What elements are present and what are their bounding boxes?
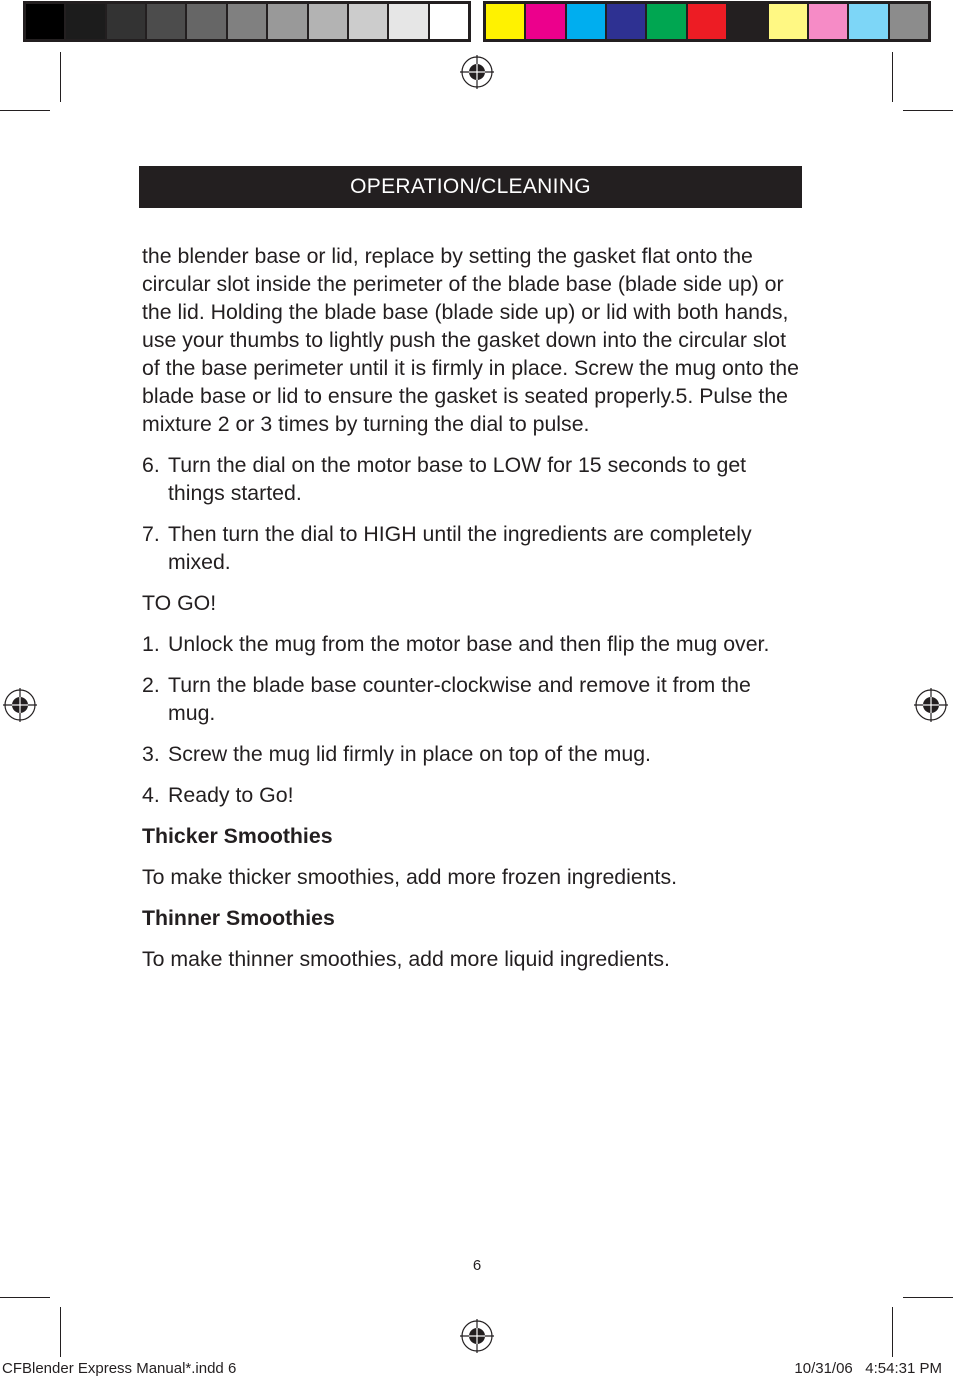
grayscale-swatch	[349, 4, 387, 39]
grayscale-color-bar	[23, 1, 471, 42]
list-item	[142, 781, 802, 809]
grayscale-swatch	[228, 4, 266, 39]
process-swatch	[526, 4, 564, 39]
step-number: 2.	[142, 673, 160, 697]
crop-mark-top-right-horizontal	[903, 110, 953, 111]
step-number: 1.	[142, 632, 160, 656]
grayscale-swatch	[430, 4, 468, 39]
crop-mark-bottom-right-horizontal	[903, 1297, 953, 1298]
process-color-bar	[483, 1, 931, 42]
step-text: Turn the blade base counter-clockwise and remove it from the mug.	[168, 673, 751, 725]
grayscale-swatch	[187, 4, 225, 39]
process-swatch	[769, 4, 807, 39]
slug-filename: CFBlender Express Manual*.indd 6	[2, 1360, 237, 1377]
list-item	[142, 630, 802, 658]
list-item	[142, 451, 802, 507]
registration-mark-icon	[3, 688, 37, 722]
page-content	[142, 242, 802, 986]
step-number: 3.	[142, 742, 160, 766]
step-text: Then turn the dial to HIGH until the ingredients are completely mixed.	[168, 522, 752, 574]
crop-mark-bottom-left-horizontal	[0, 1297, 50, 1298]
process-swatch	[647, 4, 685, 39]
step-number: 4.	[142, 783, 160, 807]
grayscale-swatch	[26, 4, 64, 39]
registration-mark-icon	[914, 688, 948, 722]
process-swatch	[809, 4, 847, 39]
process-swatch	[849, 4, 887, 39]
crop-mark-bottom-left-vertical	[60, 1307, 61, 1357]
process-swatch	[728, 4, 766, 39]
step-text: Ready to Go!	[168, 783, 294, 807]
grayscale-swatch	[147, 4, 185, 39]
step-text: Screw the mug lid firmly in place on top of the mug.	[168, 742, 651, 766]
step-text: Turn the dial on the motor base to LOW for 15 seconds to get things started.	[168, 453, 747, 505]
to-go-heading: TO GO!	[142, 591, 217, 615]
crop-mark-top-left-horizontal	[0, 110, 50, 111]
thinner-heading: Thinner Smoothies	[142, 906, 335, 930]
process-swatch	[688, 4, 726, 39]
section-header: OPERATION/CLEANING	[139, 166, 802, 208]
thinner-text: To make thinner smoothies, add more liquid ingredients.	[142, 947, 670, 971]
registration-mark-icon	[460, 55, 494, 89]
thicker-text: To make thicker smoothies, add more frozen ingredients.	[142, 865, 678, 889]
crop-mark-bottom-right-vertical	[892, 1307, 893, 1357]
grayscale-swatch	[66, 4, 104, 39]
page-number: 6	[472, 1257, 482, 1274]
grayscale-swatch	[309, 4, 347, 39]
process-swatch	[607, 4, 645, 39]
intro-paragraph: the blender base or lid, replace by setting the gasket flat onto the circular slot inside the perimeter of the blade base (blade side up) or the lid. Holding the blade base (blade side up) or lid with both hands, use your thumbs to lightly push the gasket down into the circular slot of the base perimeter until it is firmly in place. Screw the mug onto the blade base or lid to ensure the gasket is seated properly.5. Pulse the mixture 2 or 3 times by turning the dial to pulse.	[142, 244, 799, 436]
grayscale-swatch	[268, 4, 306, 39]
thicker-heading: Thicker Smoothies	[142, 824, 333, 848]
process-swatch	[890, 4, 928, 39]
crop-mark-top-left-vertical	[60, 52, 61, 102]
registration-mark-icon	[460, 1319, 494, 1353]
list-item	[142, 740, 802, 768]
process-swatch	[486, 4, 524, 39]
slug-timestamp: 10/31/06 4:54:31 PM	[794, 1360, 942, 1377]
process-swatch	[567, 4, 605, 39]
list-item	[142, 520, 802, 576]
crop-mark-top-right-vertical	[892, 52, 893, 102]
grayscale-swatch	[389, 4, 427, 39]
list-item	[142, 671, 802, 727]
step-number: 7.	[142, 522, 160, 546]
step-text: Unlock the mug from the motor base and then flip the mug over.	[168, 632, 770, 656]
step-number: 6.	[142, 453, 160, 477]
grayscale-swatch	[107, 4, 145, 39]
